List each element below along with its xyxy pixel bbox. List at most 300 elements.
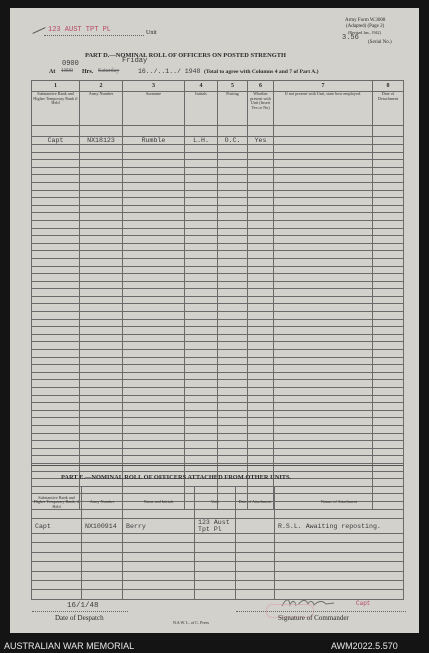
part-e-row <box>32 562 404 571</box>
serial-label: (Serial No.) <box>368 40 392 45</box>
cell-employed <box>274 357 373 365</box>
part-d-row <box>32 289 404 297</box>
cell-initials <box>185 357 218 365</box>
cell-rank <box>32 160 80 168</box>
part-e-title: PART E.—NOMINAL ROLL OF OFFICERS ATTACHED FROM OTHER UNITS. <box>61 474 292 481</box>
cell-rank: Capt <box>32 137 80 145</box>
cell-army-number <box>80 380 123 388</box>
cell-employed <box>274 380 373 388</box>
cell-detachment <box>373 289 404 297</box>
cell-initials <box>185 266 218 274</box>
cell-surname <box>123 350 185 358</box>
cell-present <box>248 126 274 137</box>
cell-surname <box>123 198 185 206</box>
part-d-row <box>32 334 404 342</box>
cell-surname <box>123 160 185 168</box>
part-d-row <box>32 251 404 259</box>
cell-army-number <box>80 258 123 266</box>
part-d-row <box>32 418 404 426</box>
form-id: Army Form W.3008 <box>345 18 386 23</box>
cell-surname <box>123 327 185 335</box>
cell-surname <box>123 342 185 350</box>
cell-employed <box>274 456 373 464</box>
cell-employed <box>274 296 373 304</box>
cell-rank <box>32 281 80 289</box>
pen-mark <box>32 27 45 34</box>
cell-army-number <box>80 441 123 449</box>
cell-initials <box>185 251 218 259</box>
part-d-row <box>32 342 404 350</box>
cell-posting <box>218 448 248 456</box>
cell-initials <box>185 296 218 304</box>
cell-rank <box>32 304 80 312</box>
cell-posting <box>218 228 248 236</box>
cell-detachment <box>373 403 404 411</box>
part-e-row <box>32 590 404 599</box>
cell-detachment <box>373 228 404 236</box>
part-d-row <box>32 236 404 244</box>
cell-posting <box>218 126 248 137</box>
signature-rank: Capt <box>356 600 371 607</box>
cell-posting <box>218 350 248 358</box>
cell-present <box>248 418 274 426</box>
e-unit-line1: 123 Aust <box>198 519 230 526</box>
cell-rank <box>32 456 80 464</box>
cell-detachment <box>373 175 404 183</box>
cell-initials <box>185 433 218 441</box>
e-cell-number: NX100914 <box>82 519 123 534</box>
cell-detachment <box>373 418 404 426</box>
cell-present <box>248 350 274 358</box>
cell-surname <box>123 395 185 403</box>
cell-present: Yes <box>248 137 274 145</box>
e-cell-nature <box>275 571 404 580</box>
cell-employed <box>274 441 373 449</box>
e-header-army-number: Army Number <box>82 487 123 519</box>
signature-label: Signature of Commander <box>278 614 349 622</box>
cell-detachment <box>373 296 404 304</box>
cell-army-number <box>80 304 123 312</box>
cell-surname <box>123 281 185 289</box>
cell-present <box>248 448 274 456</box>
cell-rank <box>32 274 80 282</box>
cell-detachment <box>373 334 404 342</box>
cell-army-number <box>80 403 123 411</box>
cell-present <box>248 433 274 441</box>
cell-detachment <box>373 258 404 266</box>
cell-initials <box>185 243 218 251</box>
cell-employed <box>274 425 373 433</box>
cell-employed <box>274 182 373 190</box>
cell-employed <box>274 274 373 282</box>
cell-rank <box>32 190 80 198</box>
cell-posting <box>218 243 248 251</box>
part-d-row <box>32 372 404 380</box>
cell-rank <box>32 296 80 304</box>
part-d-row <box>32 243 404 251</box>
cell-employed <box>274 403 373 411</box>
cell-rank <box>32 357 80 365</box>
cell-rank <box>32 365 80 373</box>
cell-present <box>248 410 274 418</box>
e-cell-number <box>82 562 123 571</box>
part-e-row <box>32 543 404 552</box>
serial-number: 3.56 <box>342 34 359 42</box>
cell-present <box>248 243 274 251</box>
cell-rank <box>32 175 80 183</box>
cell-posting <box>218 145 248 153</box>
e-cell-number <box>82 580 123 589</box>
cell-detachment <box>373 145 404 153</box>
unit-dotted-line <box>44 35 144 36</box>
cell-rank <box>32 205 80 213</box>
part-d-table <box>31 80 404 510</box>
cell-rank <box>32 388 80 396</box>
part-d-body <box>32 126 404 510</box>
part-d-row <box>32 380 404 388</box>
cell-rank <box>32 167 80 175</box>
cell-initials <box>185 160 218 168</box>
cell-initials <box>185 342 218 350</box>
cell-detachment <box>373 395 404 403</box>
e-cell-nature <box>275 562 404 571</box>
cell-employed <box>274 304 373 312</box>
cell-employed <box>274 152 373 160</box>
cell-rank <box>32 319 80 327</box>
part-d-row <box>32 198 404 206</box>
cell-employed <box>274 236 373 244</box>
despatch-date: 16/1/48 <box>67 602 99 610</box>
cell-rank <box>32 243 80 251</box>
cell-posting <box>218 258 248 266</box>
cell-present <box>248 372 274 380</box>
cell-army-number <box>80 213 123 221</box>
cell-rank <box>32 145 80 153</box>
e-cell-name <box>123 580 195 589</box>
cell-employed <box>274 319 373 327</box>
cell-detachment <box>373 365 404 373</box>
cell-posting <box>218 372 248 380</box>
cell-initials <box>185 372 218 380</box>
cell-posting <box>218 289 248 297</box>
cell-army-number <box>80 448 123 456</box>
col-num-8: 8 <box>373 81 404 92</box>
cell-employed <box>274 433 373 441</box>
cell-army-number <box>80 126 123 137</box>
part-d-row <box>32 357 404 365</box>
cell-posting <box>218 304 248 312</box>
cell-initials <box>185 182 218 190</box>
cell-employed <box>274 289 373 297</box>
cell-rank <box>32 342 80 350</box>
header-surname: Surname <box>123 92 185 126</box>
cell-posting <box>218 342 248 350</box>
cell-initials <box>185 350 218 358</box>
cell-present <box>248 403 274 411</box>
cell-surname <box>123 410 185 418</box>
part-d-row <box>32 448 404 456</box>
cell-present <box>248 388 274 396</box>
part-d-row <box>32 160 404 168</box>
cell-initials <box>185 213 218 221</box>
part-d-row <box>32 175 404 183</box>
cell-rank <box>32 289 80 297</box>
cell-present <box>248 145 274 153</box>
col-num-7: 7 <box>274 81 373 92</box>
cell-present <box>248 304 274 312</box>
part-e-row <box>32 552 404 561</box>
part-d-row <box>32 403 404 411</box>
col-num-5: 5 <box>218 81 248 92</box>
cell-surname <box>123 304 185 312</box>
e-cell-rank <box>32 543 82 552</box>
cell-present <box>248 175 274 183</box>
cell-posting <box>218 410 248 418</box>
cell-rank <box>32 448 80 456</box>
cell-employed <box>274 220 373 228</box>
cell-posting <box>218 236 248 244</box>
col-num-1: 1 <box>32 81 80 92</box>
part-d-row <box>32 258 404 266</box>
cell-present <box>248 380 274 388</box>
e-header-unit: Unit <box>195 487 236 519</box>
cell-surname <box>123 441 185 449</box>
part-d-number-row <box>32 81 404 92</box>
cell-detachment <box>373 372 404 380</box>
cell-initials <box>185 312 218 320</box>
e-cell-name <box>123 543 195 552</box>
cell-detachment <box>373 213 404 221</box>
cell-surname <box>123 319 185 327</box>
cell-army-number <box>80 456 123 464</box>
cell-detachment <box>373 220 404 228</box>
cell-initials <box>185 380 218 388</box>
cell-army-number <box>80 220 123 228</box>
cell-present <box>248 319 274 327</box>
cell-posting <box>218 296 248 304</box>
cell-present <box>248 342 274 350</box>
part-d-row <box>32 395 404 403</box>
cell-rank <box>32 251 80 259</box>
part-d-row <box>32 190 404 198</box>
cell-present <box>248 281 274 289</box>
part-d-row <box>32 296 404 304</box>
cell-army-number <box>80 198 123 206</box>
cell-posting <box>218 319 248 327</box>
cell-surname <box>123 145 185 153</box>
cell-rank <box>32 418 80 426</box>
cell-army-number <box>80 175 123 183</box>
cell-present <box>248 456 274 464</box>
e-cell-date <box>236 580 275 589</box>
e-cell-date <box>236 571 275 580</box>
cell-detachment <box>373 410 404 418</box>
part-d-row <box>32 433 404 441</box>
unit-label: Unit <box>146 30 157 36</box>
e-cell-unit <box>195 580 236 589</box>
cell-initials <box>185 236 218 244</box>
cell-army-number <box>80 160 123 168</box>
part-e-rule <box>31 465 403 466</box>
cell-initials <box>185 425 218 433</box>
cell-army-number <box>80 342 123 350</box>
cell-surname <box>123 448 185 456</box>
e-cell-nature <box>275 580 404 589</box>
cell-detachment <box>373 152 404 160</box>
cell-present <box>248 205 274 213</box>
signature-line <box>236 611 406 612</box>
time-typed: 0900 <box>62 60 79 68</box>
cell-employed <box>274 167 373 175</box>
form-adapted: (Adapted) (Page 2) <box>346 24 385 29</box>
cell-detachment <box>373 448 404 456</box>
cell-army-number <box>80 319 123 327</box>
e-cell-unit <box>195 562 236 571</box>
cell-initials <box>185 388 218 396</box>
cell-surname <box>123 425 185 433</box>
cell-rank <box>32 198 80 206</box>
e-cell-rank <box>32 562 82 571</box>
cell-posting <box>218 327 248 335</box>
e-header-rank: Substantive Rank and Higher Temporary Rank, if Held <box>32 487 82 519</box>
cell-army-number <box>80 388 123 396</box>
cell-present <box>248 220 274 228</box>
cell-employed <box>274 175 373 183</box>
cell-rank <box>32 410 80 418</box>
cell-employed <box>274 350 373 358</box>
cell-surname <box>123 236 185 244</box>
part-e-body <box>32 519 404 600</box>
cell-detachment <box>373 137 404 145</box>
cell-posting <box>218 418 248 426</box>
cell-rank <box>32 372 80 380</box>
cell-rank <box>32 395 80 403</box>
col-num-6: 6 <box>248 81 274 92</box>
cell-employed <box>274 126 373 137</box>
cell-army-number <box>80 251 123 259</box>
cell-surname <box>123 126 185 137</box>
cell-present <box>248 357 274 365</box>
cell-detachment <box>373 236 404 244</box>
cell-employed <box>274 365 373 373</box>
cell-rank <box>32 312 80 320</box>
cell-present <box>248 236 274 244</box>
cell-employed <box>274 258 373 266</box>
col-num-2: 2 <box>80 81 123 92</box>
e-cell-date <box>236 590 275 599</box>
despatch-line <box>32 611 128 612</box>
cell-detachment <box>373 251 404 259</box>
cell-army-number <box>80 167 123 175</box>
cell-initials <box>185 334 218 342</box>
cell-employed <box>274 281 373 289</box>
unit-stamp: 123 AUST TPT PL <box>48 26 112 34</box>
cell-posting <box>218 220 248 228</box>
part-d-row <box>32 304 404 312</box>
cell-army-number <box>80 296 123 304</box>
cell-army-number <box>80 327 123 335</box>
cell-posting <box>218 441 248 449</box>
cell-initials <box>185 448 218 456</box>
cell-present <box>248 395 274 403</box>
cell-surname <box>123 372 185 380</box>
cell-present <box>248 182 274 190</box>
cell-present <box>248 160 274 168</box>
cell-posting <box>218 395 248 403</box>
cell-employed <box>274 334 373 342</box>
cell-detachment <box>373 433 404 441</box>
cell-detachment <box>373 456 404 464</box>
header-rank: Substantive Rank and Higher Temporary Rank if Held <box>32 92 80 126</box>
cell-posting <box>218 433 248 441</box>
e-cell-number <box>82 571 123 580</box>
cell-detachment <box>373 126 404 137</box>
cell-rank <box>32 334 80 342</box>
cell-employed <box>274 243 373 251</box>
e-cell-rank <box>32 534 82 543</box>
part-d-row <box>32 220 404 228</box>
cell-surname <box>123 403 185 411</box>
cell-army-number <box>80 425 123 433</box>
cell-rank <box>32 327 80 335</box>
part-d-row <box>32 274 404 282</box>
e-cell-date <box>236 534 275 543</box>
cell-rank <box>32 403 80 411</box>
part-d-row <box>32 152 404 160</box>
e-cell-unit <box>195 534 236 543</box>
cell-employed <box>274 395 373 403</box>
cell-surname <box>123 228 185 236</box>
date-value: 16../..1../ 1948 <box>138 68 201 75</box>
cell-army-number <box>80 410 123 418</box>
cell-army-number <box>80 190 123 198</box>
cell-present <box>248 258 274 266</box>
cell-present <box>248 266 274 274</box>
cell-surname <box>123 152 185 160</box>
cell-employed <box>274 251 373 259</box>
cell-initials <box>185 190 218 198</box>
cell-initials <box>185 126 218 137</box>
cell-initials: L.H. <box>185 137 218 145</box>
cell-army-number <box>80 228 123 236</box>
e-cell-number <box>82 590 123 599</box>
cell-present <box>248 327 274 335</box>
cell-surname <box>123 289 185 297</box>
cell-surname <box>123 388 185 396</box>
cell-employed <box>274 160 373 168</box>
cell-detachment <box>373 312 404 320</box>
cell-posting <box>218 456 248 464</box>
e-cell-date <box>236 543 275 552</box>
cell-surname <box>123 296 185 304</box>
cell-rank <box>32 266 80 274</box>
cell-initials <box>185 220 218 228</box>
header-initials: Initials <box>185 92 218 126</box>
cell-detachment <box>373 167 404 175</box>
cell-rank <box>32 258 80 266</box>
cell-surname <box>123 380 185 388</box>
cell-employed <box>274 228 373 236</box>
cell-initials <box>185 258 218 266</box>
cell-army-number <box>80 334 123 342</box>
cell-present <box>248 441 274 449</box>
part-e-header-row <box>32 487 404 519</box>
e-cell-unit <box>195 571 236 580</box>
cell-initials <box>185 145 218 153</box>
col-num-4: 4 <box>185 81 218 92</box>
cell-rank <box>32 152 80 160</box>
cell-employed <box>274 448 373 456</box>
